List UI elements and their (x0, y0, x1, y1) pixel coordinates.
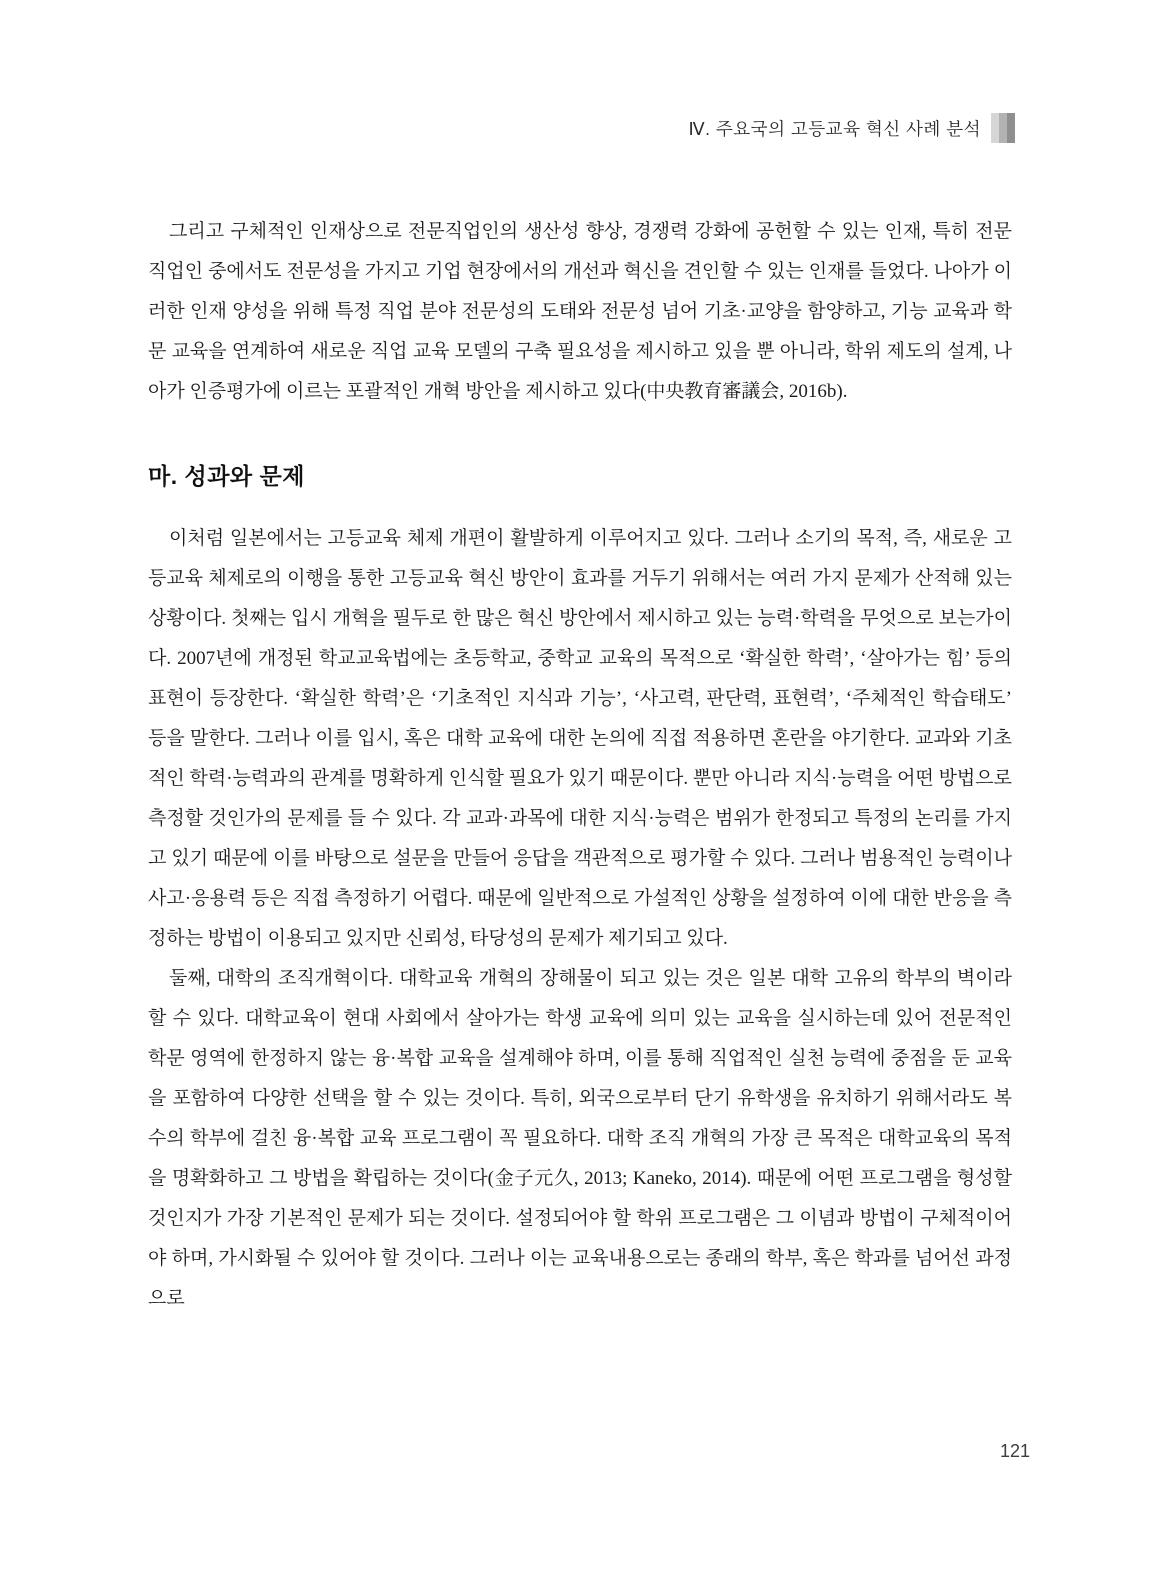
page-number: 121 (1000, 1441, 1031, 1461)
running-header-title: Ⅳ. 주요국의 고등교육 혁신 사례 분석 (688, 118, 981, 139)
section-heading: 마. 성과와 문제 (148, 463, 305, 489)
paragraph-issues-first: 이처럼 일본에서는 고등교육 체제 개편이 활발하게 이루어지고 있다. 그러나 소기의 목적, 즉, 새로운 고등교육 체제로의 이행을 통한 고등교육 혁신 방안이 효과를 거두기 위해서는 여러 가지 문제가 산적해 있는 상황이다. 첫째는 입시 개혁을 필두로 한 많은 혁신 방안에서 제시하고 있는 능력·학력을 무엇으로 보는가이다. 2007년에 개정된 학교교육법에는 초등학교, 중학교 교육의 목적으로 ‘확실한 학력’, ‘살아가는 힘’ 등의 표현이 등장한다. ‘확실한 학력’은 ‘기초적인 지식과 기능’, ‘사고력, 판단력, 표현력’, ‘주체적인 학습태도’ 등을 말한다. 그러나 이를 입시, 혹은 대학 교육에 대한 논의에 직접 적용하면 혼란을 야기한다. 교과와 기초적인 학력·능력과의 관계를 명확하게 인식할 필요가 있기 때문이다. 뿐만 아니라 지식·능력을 어떤 방법으로 측정할 것인가의 문제를 들 수 있다. 각 교과·과목에 대한 지식·능력은 범위가 한정되고 특정의 논리를 가지고 있기 때문에 이를 바탕으로 설문을 만들어 응답을 객관적으로 평가할 수 있다. 그러나 범용적인 능력이나 사고·응용력 등은 직접 측정하기 어렵다. 때문에 일반적으로 가설적인 상황을 설정하여 이에 대한 반응을 측정하는 방법이 이용되고 있지만 신뢰성, 타당성의 문제가 제기되고 있다. (148, 528, 1012, 949)
body-column (148, 212, 1012, 1319)
paragraph-issues-second: 둘째, 대학의 조직개혁이다. 대학교육 개혁의 장해물이 되고 있는 것은 일본 대학 고유의 학부의 벽이라 할 수 있다. 대학교육이 현대 사회에서 살아가는 학생 교육에 의미 있는 교육을 실시하는데 있어 전문적인 학문 영역에 한정하지 않는 융·복합 교육을 설계해야 하며, 이를 통해 직업적인 실천 능력에 중점을 둔 교육을 포함하여 다양한 선택을 할 수 있는 것이다. 특히, 외국으로부터 단기 유학생을 유치하기 위해서라도 복수의 학부에 걸친 융·복합 교육 프로그램이 꼭 필요하다. 대학 조직 개혁의 가장 큰 목적은 대학교육의 목적을 명확화하고 그 방법을 확립하는 것이다(金子元久, 2013; Kaneko, 2014). 때문에 어떤 프로그램을 형성할 것인지가 가장 기본적인 문제가 되는 것이다. 설정되어야 할 학위 프로그램은 그 이념과 방법이 구체적이어야 하며, 가시화될 수 있어야 할 것이다. 그러나 이는 교육내용으로는 종래의 학부, 혹은 학과를 넘어선 과정으로 (148, 968, 1012, 1309)
triple-bar-icon (991, 113, 1015, 143)
running-header (689, 113, 1016, 143)
deco-bar-light (991, 113, 999, 143)
deco-bar-medium (999, 113, 1007, 143)
deco-bar-dark (1007, 113, 1015, 143)
paragraph-intro: 그리고 구체적인 인재상으로 전문직업인의 생산성 향상, 경쟁력 강화에 공헌할 수 있는 인재, 특히 전문 직업인 중에서도 전문성을 가지고 기업 현장에서의 개선과 혁신을 견인할 수 있는 인재를 들었다. 나아가 이러한 인재 양성을 위해 특정 직업 분야 전문성의 도태와 전문성 넘어 기초·교양을 함양하고, 기능 교육과 학문 교육을 연계하여 새로운 직업 교육 모델의 구축 필요성을 제시하고 있을 뿐 아니라, 학위 제도의 설계, 나아가 인증평가에 이르는 포괄적인 개혁 방안을 제시하고 있다(中央教育審議会, 2016b). (148, 221, 1012, 402)
